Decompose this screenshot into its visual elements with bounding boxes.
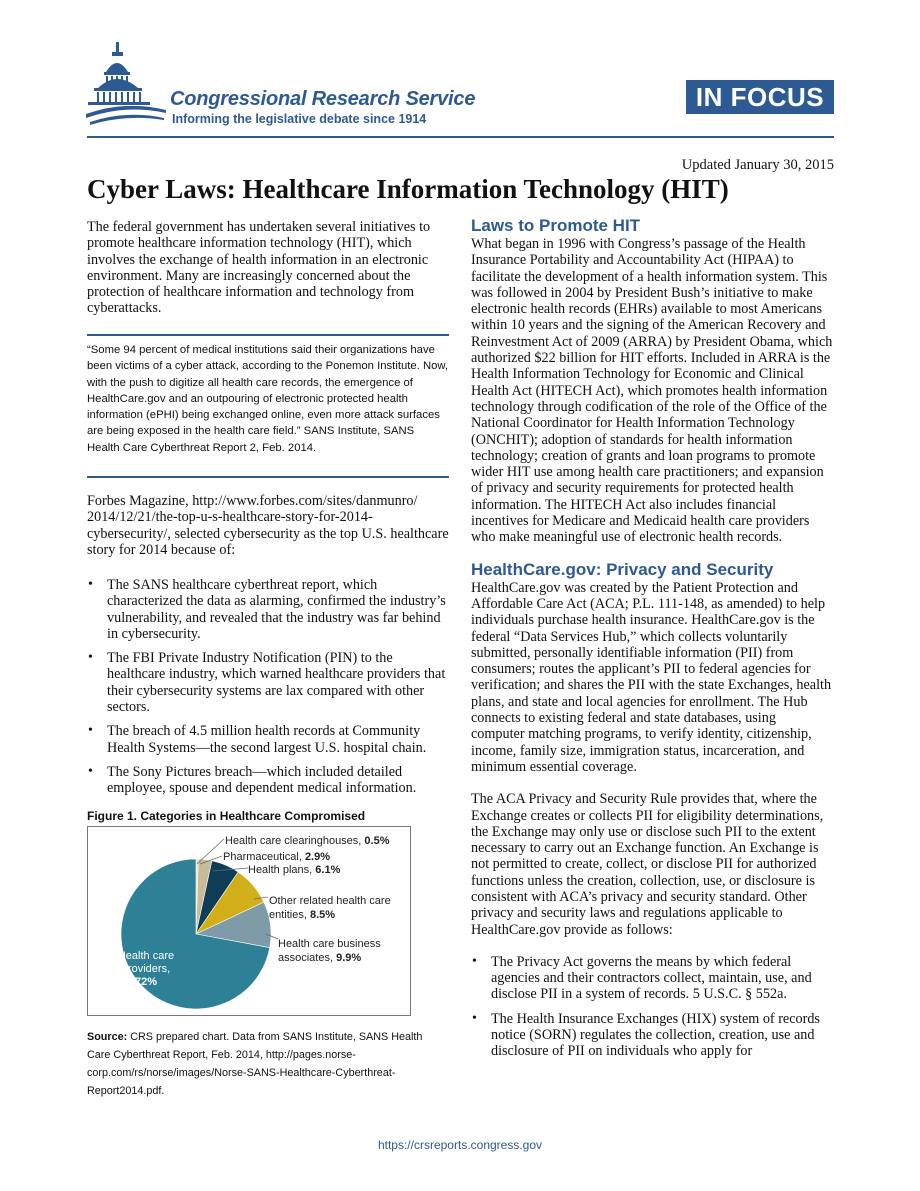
capitol-dome-logo-icon xyxy=(86,42,166,128)
forbes-paragraph xyxy=(87,493,449,558)
label-business-line2: associates, xyxy=(278,952,334,964)
list-item: • The FBI Private Industry Notification (PIN) to the healthcare industry, which warned healthcare providers that their cybersecurity systems are lax compared with other sectors. xyxy=(87,650,449,715)
quote-rule-bottom xyxy=(87,476,449,478)
source-text: CRS prepared chart. Data from SANS Institute, SANS Health Care Cyberthreat Report, Feb. 2014, http://pages.norse-corp.com/rs/norse/images/Norse-SANS-Healthcare-Cyberthreat-Report2014.pdf. xyxy=(87,1031,423,1097)
figure-caption: Figure 1. Categories in Healthcare Compromised xyxy=(87,809,366,823)
label-providers-line1: Health care xyxy=(117,950,175,962)
right-column xyxy=(471,216,833,1068)
healthcare-gov-paragraph: HealthCare.gov was created by the Patient Protection and Affordable Care Act (ACA; P.L. 111-148, as amended) to help individuals purchase health insurance. HealthCare.gov is the federal “Data Services Hub,” which collects voluntarily submitted, personally identifiable information (PII) from consumers; routes the applicant’s PII to federal agencies for verification; and shares the PII with the state Exchanges, health plans, and state and local agencies for enrollment. The Hub connects to existing federal and state databases, using computer matching programs, to verify identity, citizenship, income, family size, immigration status, incarceration, and minimum essential coverage. xyxy=(471,579,832,775)
footer-url-link[interactable]: https://crsreports.congress.gov xyxy=(377,1138,543,1152)
list-item: • The Health Insurance Exchanges (HIX) system of records notice (SORN) regulates the collection, creation, use and disclosure of PII on individuals who apply for xyxy=(471,1011,833,1060)
list-item: • The SANS healthcare cyberthreat report, which characterized the data as alarming, confirmed the industry’s vulnerability, and revealed that the industry was far behind in cybersecurity. xyxy=(87,577,449,642)
value-other: 8.5% xyxy=(309,909,336,921)
list-item: • The Privacy Act governs the means by which federal agencies and their contractors collect, maintain, use, and disclose PII in a system of records. 5 U.S.C. § 552a. xyxy=(471,954,833,1003)
forbes-text: Forbes Magazine, http://www.forbes.com/sites/danmunro/ 2014/12/21/the-top-u-s-healthcare-story-for-2014-cybersecurity/, selected cybersecurity as the top U.S. healthcare story for 2014 because of: xyxy=(87,493,449,558)
value-providers: 72% xyxy=(134,976,158,988)
figure-source xyxy=(87,1028,439,1100)
updated-date: Updated January 30, 2015 xyxy=(681,157,834,173)
value-pharmaceutical: 2.9% xyxy=(304,851,331,863)
svg-text:Health care clearinghouses, 0. xyxy=(225,835,390,847)
label-clearinghouses: Health care clearinghouses, xyxy=(225,835,362,847)
pull-quote: “Some 94 percent of medical institutions said their organizations have been victims of a cyber attack, according to the Ponemon Institute. Now, with the push to digitize all health care records, the emergence of HealthCare.gov and an outpouring of electronic protected health information (ePHI) being exchanged online, even more attack surfaces are being exposed in the health care field.” SANS Institute, SANS Health Care Cyberthreat Report 2, Feb. 2014. xyxy=(87,344,449,454)
pie-chart xyxy=(88,827,410,1015)
left-bullet-list xyxy=(87,577,449,805)
svg-text:associates, 9.9% xyxy=(278,952,361,964)
laws-paragraph: What began in 1996 with Congress’s passage of the Health Insurance Portability and Accountability Act (HIPAA) to facilitate the development of a health information system. This was followed in 2004 by President Bush’s initiative to make electronic health records (EHRs) available to most Americans within 10 years and the signing of the American Recovery and Reinvestment Act of 2009 (ARRA) by President Obama, which authorized $22 billion for HIT efforts. Included in ARRA is the Health Information Technology for Economic and Clinical Health Act (HITECH Act), which promotes health information technology through codification of the role of the Office of the National Coordinator for Health Information Technology (ONCHIT); adoption of standards for health information technology; creation of grants and loan programs to promote wider HIT use among health care practitioners; and expansion of privacy and security requirements for protected health information. The HITECH Act also includes financial incentives for Medicare and Medicaid health care providers who make meaningful use of electronic health records. xyxy=(471,236,833,546)
logo-title: Congressional Research Service xyxy=(170,88,476,110)
section-heading-healthcare-gov: HealthCare.gov: Privacy and Security xyxy=(471,559,774,579)
label-other-line2: entities, xyxy=(269,909,307,921)
intro-text: The federal government has undertaken several initiatives to promote healthcare information technology (HIT), which involves the exchange of health information in an electronic environment. Many are increasingly concerned about the protection of healthcare information and technology from cyberattacks. xyxy=(87,219,431,317)
in-focus-badge: IN FOCUS xyxy=(686,80,834,114)
header-rule xyxy=(87,136,834,138)
aca-privacy-paragraph: The ACA Privacy and Security Rule provides that, where the Exchange creates or collects PII for eligibility determinations, the Exchange may only use or disclose such PII to the extent necessary to carry out an Exchange function. An Exchange is not permitted to create, collect, or disclose PII for authorized functions unless the creation, collection, use, or disclosure is consistent with ACA’s privacy and security standard. Other privacy and security laws and regulations applicable to HealthCare.gov provide as follows: xyxy=(471,791,824,938)
svg-text:Pharmaceutical, 2.9% xyxy=(223,851,330,863)
quote-rule-top xyxy=(87,334,449,336)
value-health-plans: 6.1% xyxy=(315,864,341,876)
source-label: Source: xyxy=(87,1031,128,1043)
section-heading-laws: Laws to Promote HIT xyxy=(471,216,641,235)
list-item: • The breach of 4.5 million health records at Community Health Systems—the second largest U.S. hospital chain. xyxy=(87,723,449,756)
svg-text:Health plans, 6.1% xyxy=(248,864,341,876)
label-business-line1: Health care business xyxy=(278,938,381,950)
figure-frame xyxy=(87,826,411,1016)
value-business: 9.9% xyxy=(336,952,362,964)
list-item: • The Sony Pictures breach—which included detailed employee, spouse and dependent medical information. xyxy=(87,764,449,797)
value-clearinghouses: 0.5% xyxy=(364,835,390,847)
intro-paragraph xyxy=(87,219,449,317)
svg-text:entities, 8.5% xyxy=(269,909,335,921)
right-bullet-list xyxy=(471,954,833,1060)
logo-tagline: Informing the legislative debate since 1914 xyxy=(172,112,427,126)
label-pharmaceutical: Pharmaceutical, xyxy=(223,851,302,863)
label-providers-line2: providers, xyxy=(121,963,171,975)
label-health-plans: Health plans, xyxy=(248,864,313,876)
label-other-line1: Other related health care xyxy=(269,895,391,907)
page-title: Cyber Laws: Healthcare Information Technology (HIT) xyxy=(87,174,729,204)
